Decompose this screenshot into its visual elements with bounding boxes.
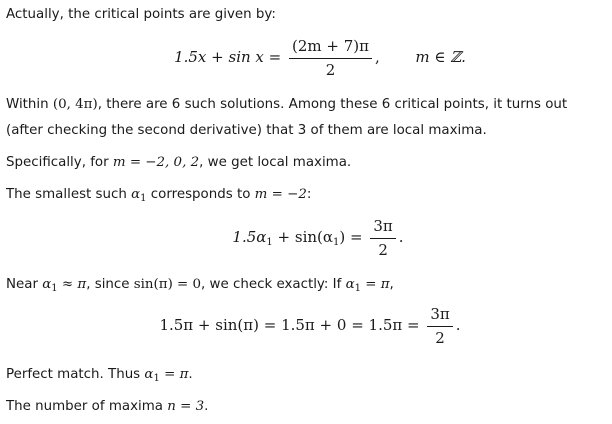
eq3-numerator: 3π [427,306,452,327]
equation-check [0,306,612,346]
match-period: . [188,367,193,382]
eq2-denominator: 2 [378,240,388,259]
eq3-fraction [427,306,452,346]
solutions-paragraph [6,92,604,144]
eq2-lhs-a: 1.5α [232,228,267,246]
alpha-symbol: α [131,187,141,202]
eq2-sub1: 1 [266,237,273,248]
match-alpha: α [144,367,154,382]
near-alpha-line [6,272,604,302]
eq2-period: . [398,228,404,246]
near-sub1: 1 [51,283,58,294]
interval-math: (0, 4π) [52,97,98,112]
smallest-colon: : [306,187,312,202]
eq1-numerator: (2m + 7)π [289,38,372,59]
match-equals-pi: = π [159,367,189,382]
maxima-text-a: Specifically, for [6,155,113,170]
eq1-comma: , [374,48,380,66]
if-alpha: α [345,277,355,292]
solutions-text-a: Within [6,97,53,112]
eq2-lhs-c: ) = [339,228,363,246]
near-text-a: Near [6,277,43,292]
if-equals-pi: = π [361,277,390,292]
eq2-sub2: 1 [333,237,340,248]
smallest-text-b: corresponds to [146,187,255,202]
eq3-period: . [455,316,461,334]
eq2-lhs-b: + sin(α [272,228,334,246]
alpha-subscript: 1 [140,193,147,204]
eq1-lhs: 1.5x + sin x = [174,48,282,66]
sin-pi-math: sin(π) = 0 [133,277,202,292]
eq2-numerator: 3π [370,218,395,239]
count-period: . [204,399,209,414]
intro-line [6,2,604,28]
near-approx: ≈ π [57,277,87,292]
maxima-values-line [6,150,604,176]
m-values-math: m = −2, 0, 2 [112,155,200,170]
near-text-c: , we check exactly: If [201,277,346,292]
equation-alpha [0,218,612,258]
eq1-fraction [289,38,372,78]
n-value-math: n = 3 [167,399,205,414]
eq2-fraction [370,218,395,258]
eq1-denominator: 2 [325,60,336,79]
match-text-a: Perfect match. Thus [6,367,145,382]
solutions-text-b: , there are 6 such solutions. Among these 6 critical points, it turns out (after checking the second derivative) that 3 of them are local maxima. [6,97,568,138]
smallest-text-a: The smallest such [6,187,132,202]
intro-text: Actually, the critical points are given by: [6,7,276,22]
equation-critical-points [0,38,612,78]
near-alpha: α [42,277,52,292]
smallest-alpha-line [6,182,604,212]
if-sub: 1 [354,283,361,294]
m-value-math: m = −2 [254,187,307,202]
count-text-a: The number of maxima [6,399,168,414]
maxima-text-b: , we get local maxima. [199,155,352,170]
eq1-domain: m ∈ ℤ. [415,48,466,66]
match-sub: 1 [153,373,160,384]
eq3-denominator: 2 [435,328,445,347]
near-comma: , [389,277,394,292]
perfect-match-line [6,362,604,392]
maxima-count-line [6,394,604,420]
near-text-b: , since [86,277,134,292]
eq3-lhs: 1.5π + sin(π) = 1.5π + 0 = 1.5π = [159,316,420,334]
